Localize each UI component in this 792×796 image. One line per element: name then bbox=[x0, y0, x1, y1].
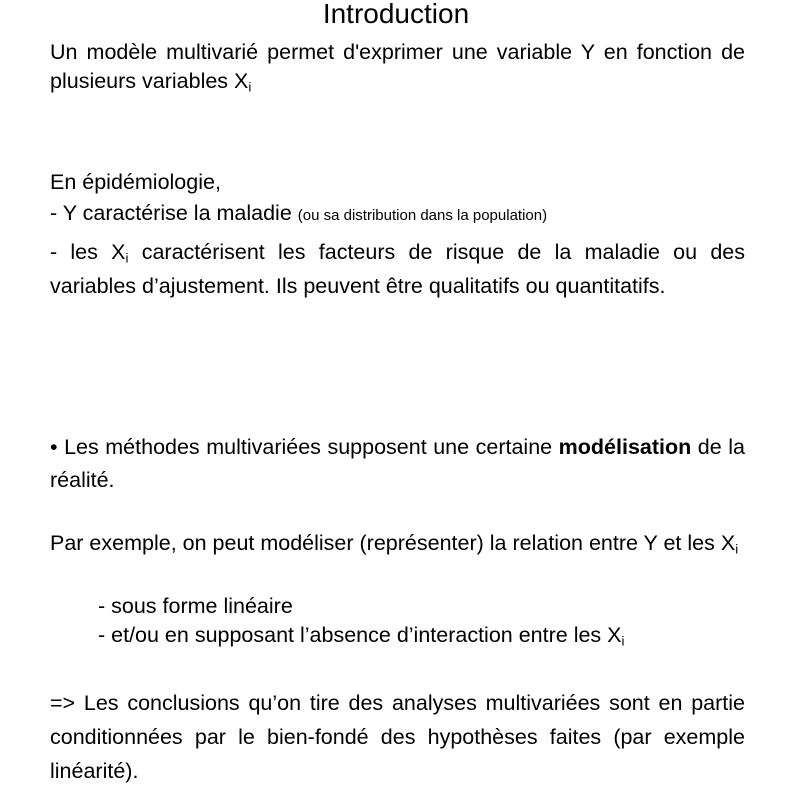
example-paragraph bbox=[50, 529, 745, 558]
intro-paragraph bbox=[50, 38, 745, 96]
methods-text-after: de la réalité. bbox=[50, 435, 745, 492]
intro-subscript: i bbox=[248, 79, 252, 95]
conclusion-paragraph: => Les conclusions qu’on tire des analyses multivariées sont en partie conditionnées par le bien-fondé des hypothèses faites (par exemple linéarité). bbox=[50, 691, 745, 783]
list-item-text: - et/ou en supposant l’absence d’interaction entre les X bbox=[98, 623, 622, 647]
example-text: Par exemple, on peut modéliser (représenter) la relation entre Y et les X bbox=[50, 531, 736, 555]
epidemiology-y-item bbox=[50, 199, 745, 230]
methods-text-before: Les méthodes multivariées supposent une certaine bbox=[57, 435, 559, 459]
list-item-text: - sous forme linéaire bbox=[98, 594, 293, 618]
list-item bbox=[98, 621, 792, 650]
x-item-prefix: - les X bbox=[50, 240, 126, 264]
epidemiology-heading: En épidémiologie, bbox=[50, 170, 221, 194]
page-title: Introduction bbox=[322, 0, 470, 29]
methods-bullet: • bbox=[50, 435, 58, 459]
example-subscript: i bbox=[735, 541, 739, 557]
y-item-note: (ou sa distribution dans la population) bbox=[297, 207, 548, 224]
x-item-text: caractérisent les facteurs de risque de la maladie ou des variables d’ajustement. Ils peuvent être qualitatifs ou quantitatifs. bbox=[50, 240, 745, 298]
methods-bold-word: modélisation bbox=[558, 435, 692, 459]
example-list bbox=[50, 592, 792, 650]
epidemiology-x-item bbox=[50, 235, 745, 303]
y-item-text: - Y caractérise la maladie bbox=[50, 201, 298, 225]
x-item-subscript: i bbox=[125, 250, 129, 266]
list-item bbox=[98, 592, 792, 621]
list-item-subscript: i bbox=[621, 633, 625, 649]
intro-text: Un modèle multivarié permet d'exprimer une variable Y en fonction de plusieurs variables X bbox=[50, 40, 745, 93]
methods-paragraph bbox=[50, 431, 745, 497]
